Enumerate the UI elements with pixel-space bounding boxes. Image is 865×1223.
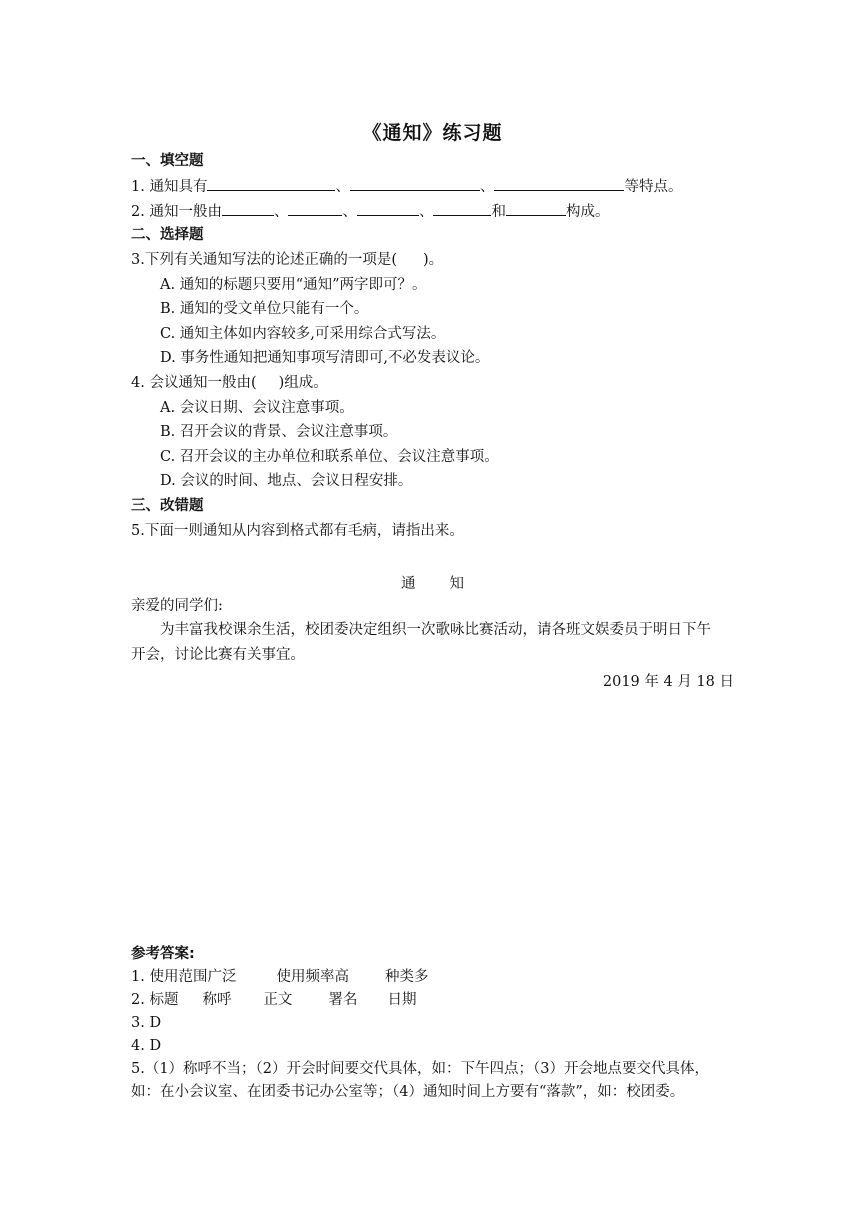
- notice-title-char: 知: [449, 576, 464, 592]
- notice-date: 2019 年 4 月 18 日: [602, 674, 734, 690]
- answer-blank: [506, 201, 566, 216]
- question-2-and: 和: [491, 204, 506, 220]
- question-4-option-c: C. 召开会议的主办单位和联系单位、会议注意事项。: [160, 449, 499, 465]
- answer-item: 标题: [149, 992, 179, 1008]
- question-2-prefix: 2. 通知一般由: [131, 204, 222, 220]
- question-2-suffix: 构成。: [565, 204, 610, 220]
- question-4-stem: [131, 373, 328, 393]
- notice-title-char: 通: [401, 576, 416, 592]
- answer-item: 使用频率高: [276, 969, 349, 985]
- question-3-option-c: C. 通知主体如内容较多,可采用综合式写法。: [160, 326, 446, 342]
- notice-body-line-1: 为丰富我校课余生活，校团委决定组织一次歌咏比赛活动，请各班文娱委员于明日下午: [160, 622, 711, 638]
- question-4-option-d: D. 会议的时间、地点、会议日程安排。: [160, 473, 413, 489]
- answers-heading: 参考答案:: [131, 946, 195, 962]
- answer-blank: [288, 201, 342, 216]
- answer-3: 3. D: [131, 1015, 162, 1031]
- answer-5-line-2: 如：在小会议室、在团委书记办公室等；（4）通知时间上方要有“落款”，如：校团委。: [131, 1084, 685, 1100]
- answer-item: 称呼: [202, 992, 232, 1008]
- answer-item: 使用范围广泛: [149, 969, 237, 985]
- answer-1: [131, 967, 428, 987]
- question-3-option-a: A. 通知的标题只要用“通知”两字即可？。: [160, 277, 427, 293]
- answer-item: 种类多: [384, 969, 429, 985]
- answer-blank: [207, 176, 335, 191]
- question-1-suffix: 等特点。: [624, 179, 683, 195]
- answer-number: 1.: [131, 969, 150, 985]
- question-1-prefix: 1. 通知具有: [131, 179, 208, 195]
- document-title: 《通知》练习题: [362, 122, 503, 144]
- section-fill-blank: 一、填空题: [131, 153, 204, 169]
- answer-blank: [350, 176, 480, 191]
- answer-item: 正文: [263, 992, 293, 1008]
- question-4-option-a: A. 会议日期、会议注意事项。: [160, 400, 354, 416]
- question-4-stem-end: )组成。: [278, 375, 328, 391]
- question-3-stem-end: )。: [423, 252, 444, 268]
- question-2-sep: 、: [273, 204, 289, 220]
- question-2: [131, 201, 609, 222]
- notice-salutation: 亲爱的同学们:: [131, 598, 223, 614]
- notice-title: [0, 572, 865, 593]
- section-multiple-choice: 二、选择题: [131, 227, 204, 243]
- answer-2: [131, 990, 416, 1010]
- question-2-sep: 、: [418, 204, 434, 220]
- question-3-option-b: B. 通知的受文单位只能有一个。: [160, 301, 369, 317]
- question-1-sep: 、: [479, 179, 495, 195]
- answer-blank: [357, 201, 419, 216]
- question-5-stem: 5.下面一则通知从内容到格式都有毛病，请指出来。: [131, 523, 464, 539]
- question-4-option-b: B. 召开会议的背景、会议注意事项。: [160, 424, 398, 440]
- section-error-correction: 三、改错题: [131, 498, 204, 514]
- answer-4: 4. D: [131, 1038, 162, 1054]
- question-4-stem-text: 4. 会议通知一般由(: [131, 375, 257, 391]
- question-1: [131, 176, 682, 197]
- question-1-sep: 、: [335, 179, 350, 195]
- answer-blank: [494, 176, 624, 191]
- question-3-stem-text: 3.下列有关通知写法的论述正确的一项是(: [131, 252, 397, 268]
- question-2-sep: 、: [342, 204, 357, 220]
- answer-blank: [222, 201, 274, 216]
- question-3-option-d: D. 事务性通知把通知事项写清即可,不必发表议论。: [160, 350, 490, 366]
- answer-5-line-1: 5.（1）称呼不当；（2）开会时间要交代具体，如：下午四点；（3）开会地点要交代具体，: [131, 1061, 710, 1077]
- notice-body-line-2: 开会，讨论比赛有关事宜。: [131, 647, 305, 663]
- answer-item: 署名: [328, 992, 358, 1008]
- answer-item: 日期: [387, 992, 417, 1008]
- answer-number: 2.: [131, 992, 150, 1008]
- question-3-stem: [131, 250, 443, 270]
- answer-blank: [433, 201, 491, 216]
